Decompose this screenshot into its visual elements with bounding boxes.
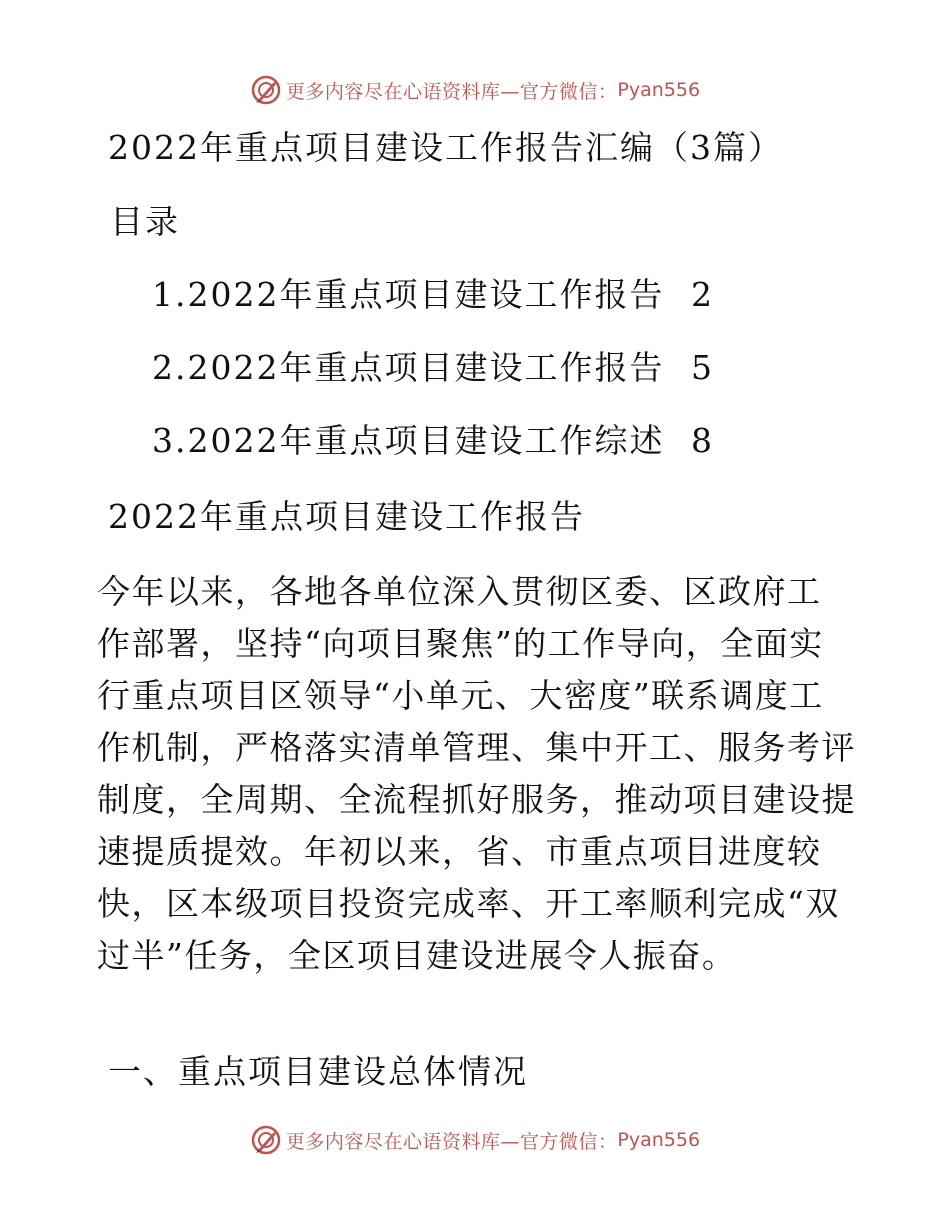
toc-entry-page: 5 [690, 348, 714, 387]
body-paragraph [97, 566, 857, 982]
watermark-header [0, 70, 950, 110]
toc-entry[interactable] [152, 275, 714, 315]
body-line: 快，区本级项目投资完成率、开工率顺利完成“双 [97, 884, 840, 923]
body-line: 过半”任务，全区项目建设进展令人振奋。 [97, 936, 737, 975]
document-title: 2022年重点项目建设工作报告汇编（3篇） [108, 128, 783, 167]
watermark-footer [0, 1120, 950, 1160]
watermark-wechat-id: Pyan556 [617, 1129, 701, 1151]
body-line: 作部署，坚持“向项目聚焦”的工作导向，全面实 [97, 624, 824, 663]
toc-entry[interactable] [152, 348, 714, 388]
body-line: 制度，全周期、全流程抓好服务，推动项目建设提 [97, 780, 856, 819]
toc-entry-page: 2 [690, 275, 714, 314]
watermark-wechat-id: Pyan556 [617, 79, 701, 101]
watermark-text: 更多内容尽在心语资料库—官方微信： [285, 80, 618, 103]
pen-logo-icon [250, 1124, 282, 1156]
watermark-text: 更多内容尽在心语资料库—官方微信： [285, 1130, 618, 1153]
toc-entry-label: 1.2022年重点项目建设工作报告 [152, 275, 665, 314]
body-line: 今年以来，各地各单位深入贯彻区委、区政府工 [97, 572, 822, 611]
section-title: 2022年重点项目建设工作报告 [108, 497, 585, 536]
toc-entry-page: 8 [690, 421, 714, 460]
body-line: 作机制，严格落实清单管理、集中开工、服务考评 [97, 728, 856, 767]
subheading: 一、重点项目建设总体情况 [108, 1052, 528, 1091]
body-line: 速提质提效。年初以来，省、市重点项目进度较 [97, 832, 822, 871]
toc-heading: 目录 [110, 202, 180, 241]
body-line: 行重点项目区领导“小单元、大密度”联系调度工 [97, 676, 824, 715]
toc-entry[interactable] [152, 421, 714, 461]
pen-logo-icon [250, 74, 282, 106]
toc-entry-label: 2.2022年重点项目建设工作报告 [152, 348, 665, 387]
toc-entry-label: 3.2022年重点项目建设工作综述 [152, 421, 665, 460]
